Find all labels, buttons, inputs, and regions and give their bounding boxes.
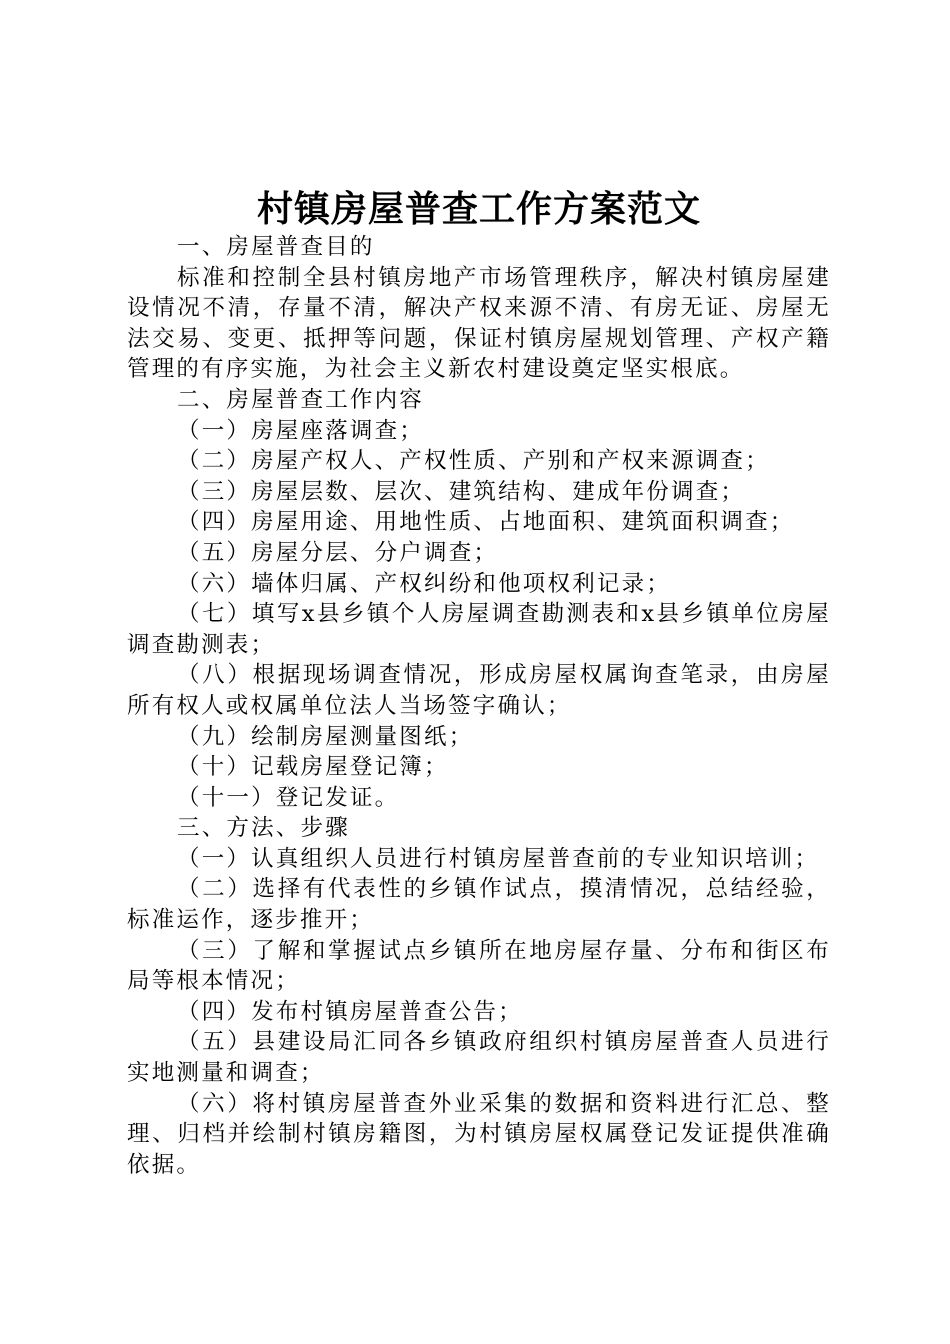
content-item: （六）墙体归属、产权纠纷和他项权利记录； bbox=[177, 570, 672, 597]
section-heading-purpose: 一、房屋普查目的 bbox=[177, 234, 375, 260]
content-item: （四）房屋用途、用地性质、占地面积、建筑面积调查； bbox=[177, 509, 795, 536]
content-item: （八）根据现场调查情况，形成房屋权属询查笔录，由房屋所有权人或权属单位法人当场签字确认； bbox=[127, 662, 831, 719]
purpose-paragraph: 标准和控制全县村镇房地产市场管理秩序，解决村镇房屋建设情况不清，存量不清，解决产权来源不清、有房无证、房屋无法交易、变更、抵押等问题，保证村镇房屋规划管理、产权产籍管理的有序实施，为社会主义新农村建设奠定坚实根底。 bbox=[127, 264, 831, 383]
document-page bbox=[127, 186, 831, 1180]
content-item: （三）房屋层数、层次、建筑结构、建成年份调查； bbox=[177, 478, 746, 505]
content-item: （一）房屋座落调查； bbox=[177, 417, 425, 444]
method-step: （五）县建设局汇同各乡镇政府组织村镇房屋普查人员进行实地测量和调查； bbox=[127, 1029, 831, 1087]
content-item: （七）填写x县乡镇个人房屋调查勘测表和x县乡镇单位房屋调查勘测表； bbox=[127, 601, 831, 658]
method-step: （六）将村镇房屋普查外业采集的数据和资料进行汇总、整理、归档并绘制村镇房籍图，为村镇房屋权属登记发证提供准确依据。 bbox=[127, 1090, 831, 1178]
content-item: （二）房屋产权人、产权性质、产别和产权来源调查； bbox=[177, 448, 770, 475]
method-step: （三）了解和掌握试点乡镇所在地房屋存量、分布和街区布局等根本情况； bbox=[127, 937, 831, 995]
document-title: 村镇房屋普查工作方案范文 bbox=[256, 188, 701, 230]
method-step: （四）发布村镇房屋普查公告； bbox=[177, 998, 523, 1025]
method-step: （二）选择有代表性的乡镇作试点，摸清情况，总结经验，标准运作，逐步推开； bbox=[127, 876, 831, 934]
content-item: （五）房屋分层、分户调查； bbox=[177, 539, 499, 566]
section-heading-methods: 三、方法、步骤 bbox=[177, 815, 350, 842]
content-item: （十一）登记发证。 bbox=[177, 784, 400, 811]
method-step: （一）认真组织人员进行村镇房屋普查前的专业知识培训； bbox=[177, 845, 820, 872]
section-heading-content: 二、房屋普查工作内容 bbox=[177, 386, 425, 413]
content-item: （十）记载房屋登记簿； bbox=[177, 754, 449, 781]
content-item: （九）绘制房屋测量图纸； bbox=[177, 723, 474, 750]
